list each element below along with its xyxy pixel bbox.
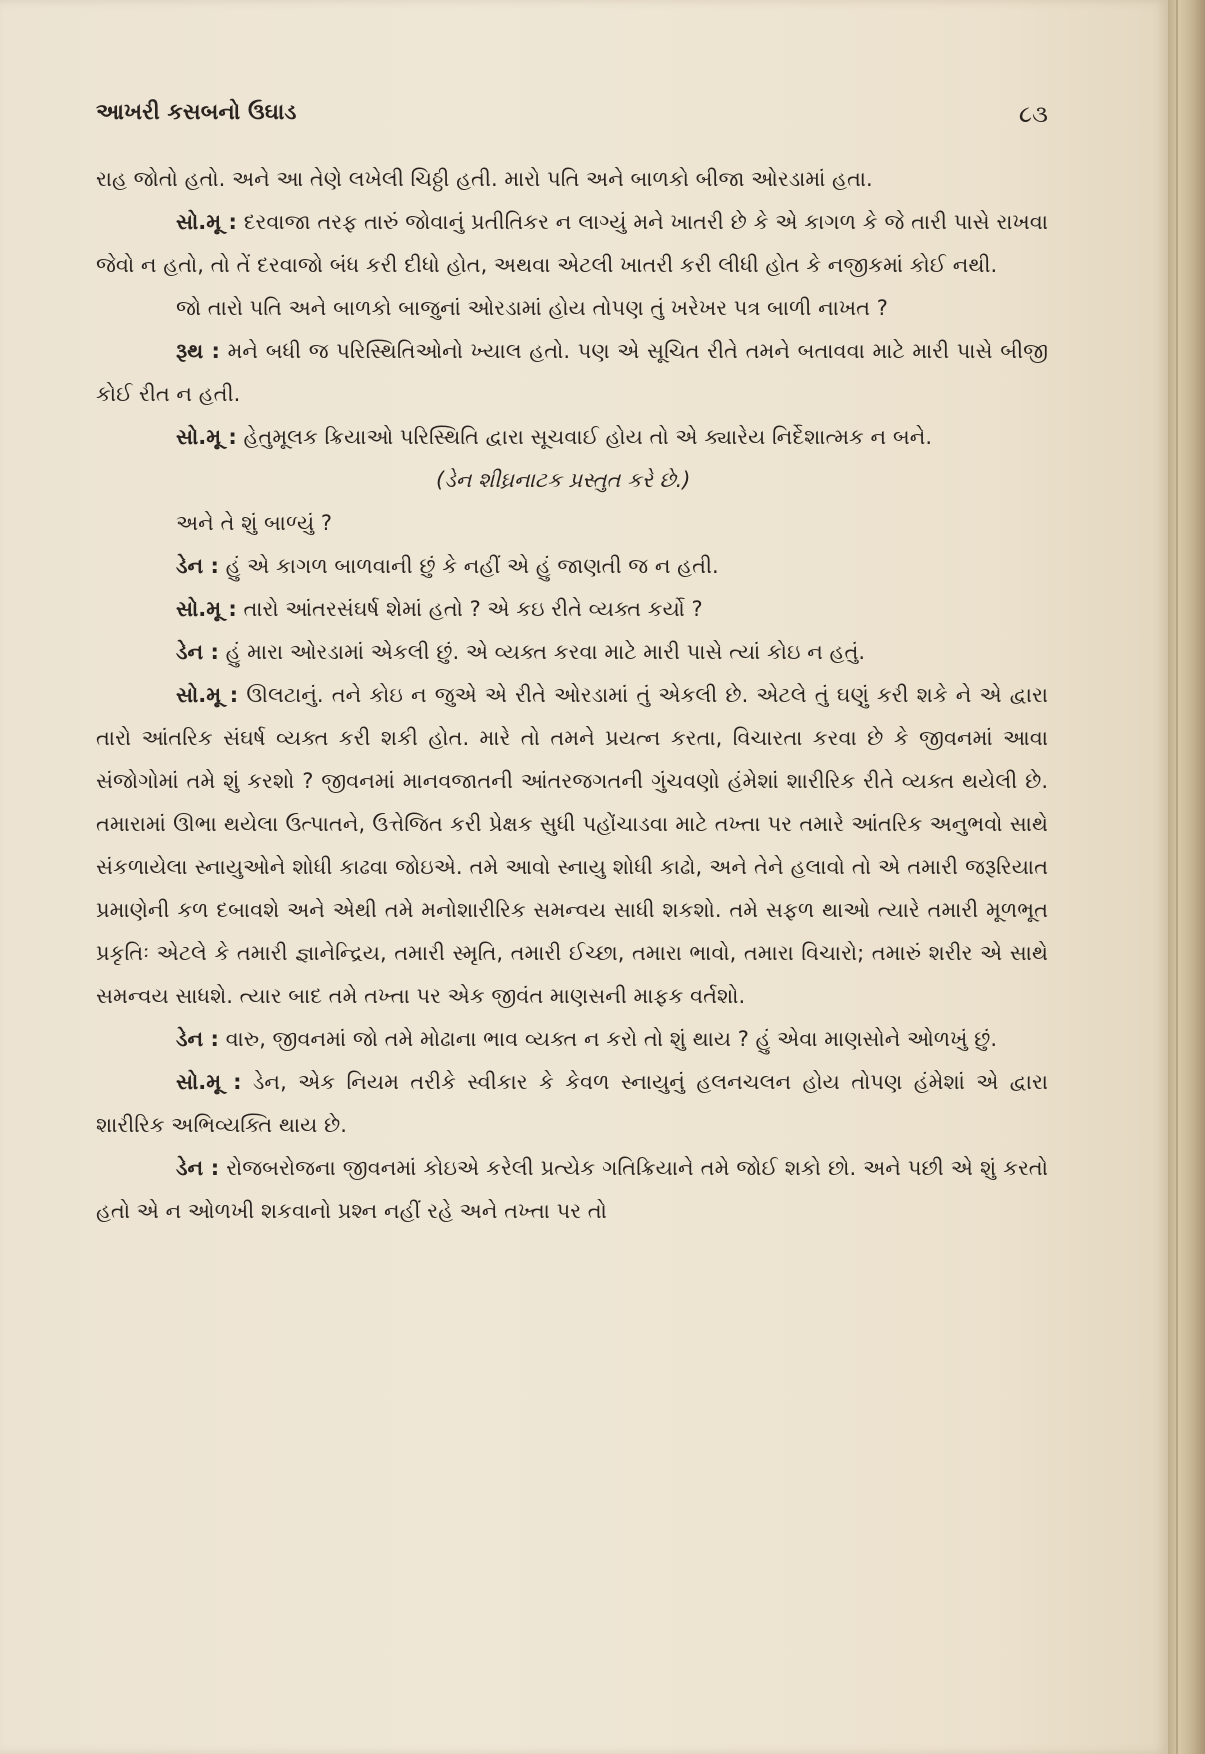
body-text [96,158,1048,1233]
dialogue-paragraph [96,1018,1048,1061]
dialogue-paragraph [96,201,1048,287]
speaker-label: ડેન : [176,1156,220,1180]
page-crease [1176,0,1178,1754]
speaker-label: ડેન : [176,554,219,578]
dialogue-paragraph [96,674,1048,1018]
paragraph [96,287,1048,330]
dialogue-text: દરવાજા તરફ તારું જોવાનું પ્રતીતિકર ન લાગ્યું મને ખાતરી છે કે એ કાગળ કે જે તારી પાસે રાખવા જેવો ન હતો, તો તેં દરવાજો બંધ કરી દીધો હોત, અથવા એટલી ખાતરી કરી લીધી હોત કે નજીકમાં કોઈ નથી. [96,210,1048,277]
dialogue-text: તારો આંતરસંઘર્ષ શેમાં હતો ? એ કઇ રીતે વ્યક્ત કર્યો ? [243,597,703,621]
dialogue-paragraph [96,1147,1048,1233]
speaker-label: સો.મૂ : [176,683,239,707]
dialogue-text: હું એ કાગળ બાળવાની છું કે નહીં એ હું જાણતી જ ન હતી. [225,554,719,578]
dialogue-paragraph [96,631,1048,674]
paragraph-text: અને તે શું બાળ્યું ? [176,511,332,535]
paragraph [96,502,1048,545]
dialogue-paragraph [96,1061,1048,1147]
stage-direction: (ડેન શીઘ્રનાટક પ્રસ્તુત કરે છે.) [436,468,691,492]
dialogue-paragraph [96,588,1048,631]
dialogue-text: વારુ, જીવનમાં જો તમે મોઢાના ભાવ વ્યક્ત ન કરો તો શું થાય ? હું એવા માણસોને ઓળખું છું. [225,1027,998,1051]
dialogue-paragraph [96,545,1048,588]
running-head [96,100,1048,136]
paragraph-text: રાહ જોતો હતો. અને આ તેણે લખેલી ચિઠ્ઠી હતી. મારો પતિ અને બાળકો બીજા ઓરડામાં હતા. [96,167,873,191]
speaker-label: સો.મૂ : [176,1070,242,1094]
dialogue-paragraph [96,416,1048,459]
speaker-label: સો.મૂ : [176,425,237,449]
page-number: ૮૩ [1018,100,1048,128]
speaker-label: ડેન : [176,640,219,664]
speaker-label: રૂથ : [176,339,220,363]
paragraph [96,158,1048,201]
dialogue-text: હું મારા ઓરડામાં એકલી છું. એ વ્યક્ત કરવા માટે મારી પાસે ત્યાં કોઇ ન હતું. [225,640,866,664]
dialogue-text: ઊલટાનું. તને કોઇ ન જુએ એ રીતે ઓરડામાં તું એકલી છે. એટલે તું ઘણું કરી શકે ને એ દ્વારા તારો આંતરિક સંઘર્ષ વ્યક્ત કરી શકી હોત. મારે તો તમને પ્રયત્ન કરતા, વિચારતા કરવા છે કે જીવનમાં આવા સંજોગોમાં તમે શું કરશો ? જીવનમાં માનવજાતની આંતરજગતની ગુંચવણો હંમેશાં શારીરિક રીતે વ્યક્ત થયેલી છે. તમારામાં ઊભા થયેલા ઉત્પાતને, ઉત્તેજિત કરી પ્રેક્ષક સુધી પહોંચાડવા માટે તખ્તા પર તમારે આંતરિક અનુભવો સાથે સંકળાયેલા સ્નાયુઓને શોધી કાઢવા જોઇએ. તમે આવો સ્નાયુ શોધી કાઢો, અને તેને હલાવો તો એ તમારી જરૂરિયાત પ્રમાણેની કળ દબાવશે અને એથી તમે મનોશારીરિક સમન્વય સાધી શકશો. તમે સફળ થાઓ ત્યારે તમારી મૂળભૂત પ્રકૃતિઃ એટલે કે તમારી જ્ઞાનેન્દ્રિય, તમારી સ્મૃતિ, તમારી ઈચ્છા, તમારા ભાવો, તમારા વિચારો; તમારું શરીર એ સાથે સમન્વય સાધશે. ત્યાર બાદ તમે તખ્તા પર એક જીવંત માણસની માફક વર્તશો. [96,683,1048,1008]
paragraph-text: જો તારો પતિ અને બાળકો બાજુનાં ઓરડામાં હોય તોપણ તું ખરેખર પત્ર બાળી નાખત ? [176,296,888,320]
dialogue-text: રોજબરોજના જીવનમાં કોઇએ કરેલી પ્રત્યેક ગતિક્રિયાને તમે જોઈ શકો છો. અને પછી એ શું કરતો હતો એ ન ઓળખી શકવાનો પ્રશ્ન નહીં રહે અને તખ્તા પર તો [96,1156,1048,1223]
dialogue-text: હેતુમૂલક ક્રિયાઓ પરિસ્થિતિ દ્વારા સૂચવાઈ હોય તો એ ક્યારેય નિર્દેશાત્મક ન બને. [243,425,933,449]
dialogue-text: મને બધી જ પરિસ્થિતિઓનો ખ્યાલ હતો. પણ એ સૂચિત રીતે તમને બતાવવા માટે મારી પાસે બીજી કોઈ રીત ન હતી. [96,339,1048,406]
page-edge [1168,0,1205,1754]
speaker-label: સો.મૂ : [176,597,237,621]
dialogue-paragraph [96,330,1048,416]
dialogue-text: ડેન, એક નિયમ તરીકે સ્વીકાર કે કેવળ સ્નાયુનું હલનચલન હોય તોપણ હંમેશાં એ દ્વારા શારીરિક અભિવ્યક્તિ થાય છે. [96,1070,1048,1137]
running-title: આખરી કસબનો ઉઘાડ [96,100,297,125]
speaker-label: સો.મૂ : [176,210,237,234]
speaker-label: ડેન : [176,1027,219,1051]
